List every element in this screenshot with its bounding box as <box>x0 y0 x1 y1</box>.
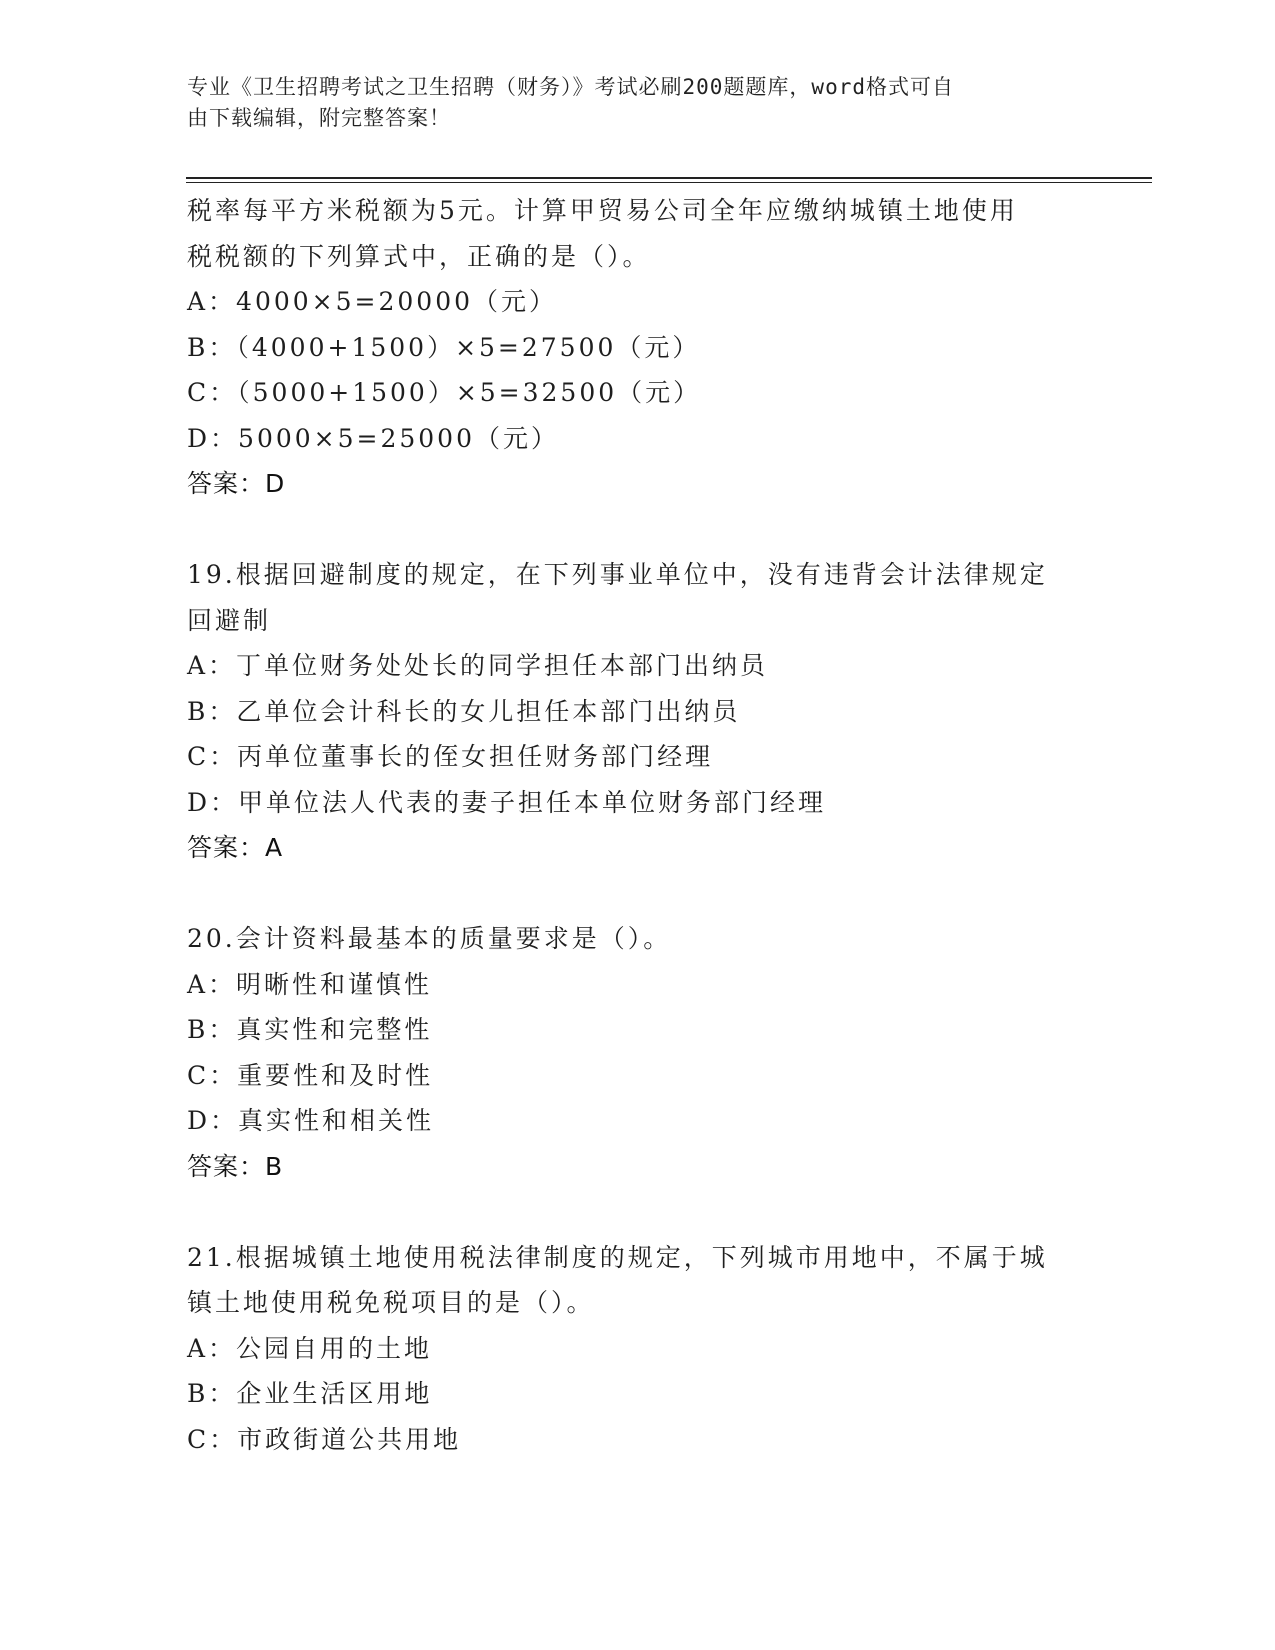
question-stem-line: 21.根据城镇土地使用税法律制度的规定，下列城市用地中，不属于城 <box>187 1242 1048 1272</box>
option-c: C：（5000+1500）×5=32500（元） <box>187 378 702 407</box>
answer-line: 答案：B <box>187 1151 284 1181</box>
question-21 <box>187 1235 1087 1463</box>
option-a: A：公园自用的土地 <box>187 1333 433 1363</box>
header-divider <box>186 177 1152 183</box>
question-stem-line: 20.会计资料最基本的质量要求是（）。 <box>187 924 672 953</box>
question-18-continued <box>187 188 1087 507</box>
option-a: A：4000×5=20000（元） <box>187 287 558 316</box>
question-spacer <box>187 871 1087 917</box>
option-b: B：乙单位会计科长的女儿担任本部门出纳员 <box>187 696 741 726</box>
question-stem-line: 税税额的下列算式中，正确的是（）。 <box>187 241 651 271</box>
question-19 <box>187 552 1087 871</box>
option-b: B：（4000+1500）×5=27500（元） <box>187 332 701 362</box>
option-c: C：丙单位董事长的侄女担任财务部门经理 <box>187 742 714 771</box>
question-spacer <box>187 507 1087 553</box>
option-a: A：明晰性和谨慎性 <box>187 969 433 999</box>
option-d: D：真实性和相关性 <box>187 1106 435 1135</box>
option-c: C：重要性和及时性 <box>187 1060 434 1090</box>
question-stem-line: 税率每平方米税额为5元。计算甲贸易公司全年应缴纳城镇土地使用 <box>187 196 1018 225</box>
question-spacer <box>187 1189 1087 1235</box>
question-stem-line: 镇土地使用税免税项目的是（）。 <box>187 1288 595 1317</box>
question-20 <box>187 916 1087 1189</box>
header-line-2: 由下载编辑，附完整答案！ <box>187 106 451 130</box>
option-b: B：企业生活区用地 <box>187 1379 433 1408</box>
option-d: D：甲单位法人代表的妻子担任本单位财务部门经理 <box>187 787 827 817</box>
header-line-1: 专业《卫生招聘考试之卫生招聘（财务）》考试必刷200题题库，word格式可自 <box>187 75 954 99</box>
question-stem-line: 19.根据回避制度的规定，在下列事业单位中，没有违背会计法律规定 <box>187 560 1048 589</box>
option-d: D：5000×5=25000（元） <box>187 423 559 453</box>
option-b: B：真实性和完整性 <box>187 1015 433 1044</box>
option-c: C：市政街道公共用地 <box>187 1424 462 1454</box>
question-stem-line: 回避制 <box>187 605 272 635</box>
question-content <box>187 188 1087 1462</box>
answer-line: 答案：D <box>187 469 286 498</box>
option-a: A：丁单位财务处处长的同学担任本部门出纳员 <box>187 651 769 680</box>
document-header <box>187 72 1067 134</box>
answer-line: 答案：A <box>187 833 284 862</box>
